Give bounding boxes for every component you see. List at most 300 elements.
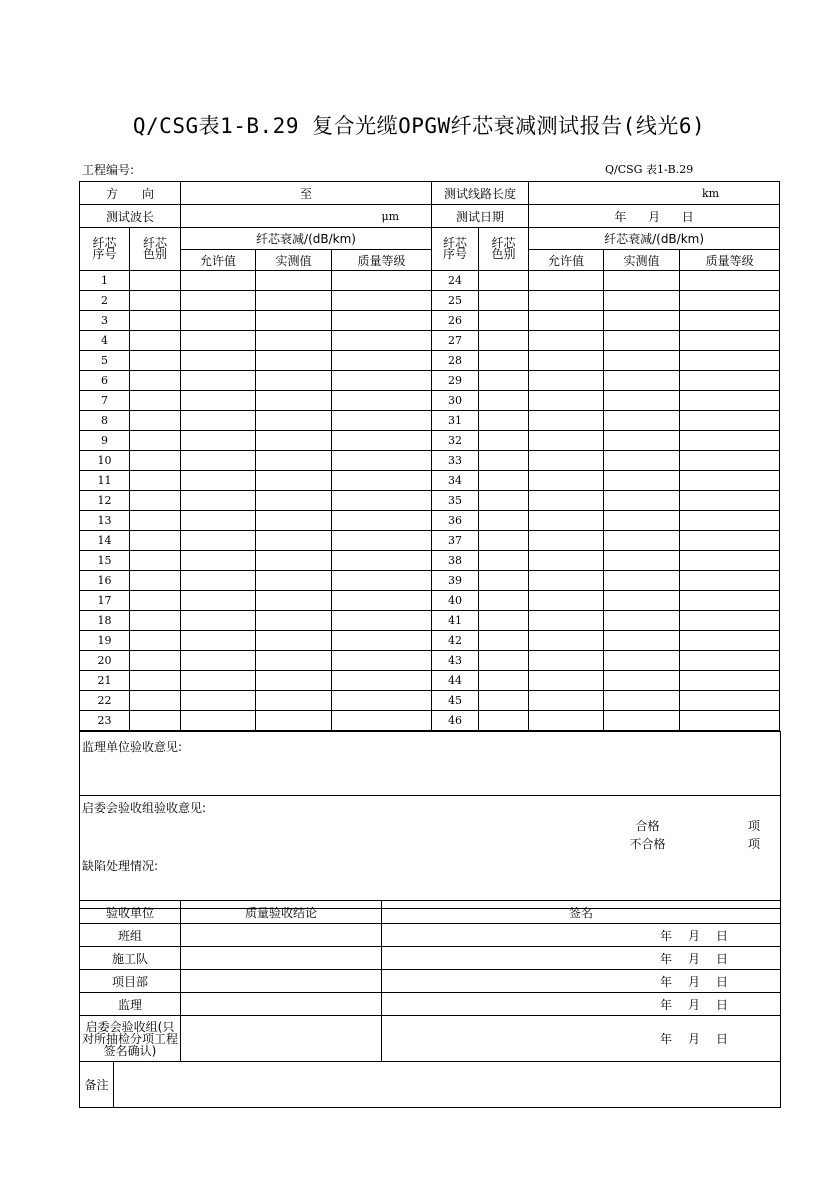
signoff-conclusion[interactable]: [181, 993, 382, 1016]
allowed-cell-right[interactable]: [529, 311, 604, 331]
quality-grade-cell[interactable]: [332, 671, 432, 691]
fiber-no-cell: 8: [80, 411, 130, 431]
col-fiber-no-right: 纤芯序号: [432, 228, 479, 271]
col-signature: 签名: [382, 901, 781, 924]
quality-grade-cell-right[interactable]: [680, 591, 780, 611]
measured-cell[interactable]: [256, 291, 332, 311]
measured-cell-right[interactable]: [604, 451, 680, 471]
allowed-cell-right[interactable]: [529, 331, 604, 351]
quality-grade-cell[interactable]: [332, 431, 432, 451]
measured-cell[interactable]: [256, 631, 332, 651]
quality-grade-cell-right[interactable]: [680, 431, 780, 451]
fiber-color-cell-right[interactable]: [479, 411, 529, 431]
direction-label: 方 向: [80, 182, 181, 205]
allowed-cell-right[interactable]: [529, 371, 604, 391]
signoff-signature[interactable]: [382, 947, 781, 970]
fiber-no-cell: 11: [80, 471, 130, 491]
signoff-signature[interactable]: [382, 993, 781, 1016]
measured-cell-right[interactable]: [604, 551, 680, 571]
allowed-cell-right[interactable]: [529, 551, 604, 571]
quality-grade-cell[interactable]: [332, 391, 432, 411]
allowed-cell[interactable]: [181, 551, 256, 571]
measured-cell-right[interactable]: [604, 471, 680, 491]
measured-cell[interactable]: [256, 511, 332, 531]
sign-date-month: 月: [687, 1032, 700, 1046]
allowed-cell[interactable]: [181, 431, 256, 451]
table-row: [80, 551, 780, 571]
allowed-cell[interactable]: [181, 491, 256, 511]
quality-grade-cell-right[interactable]: [680, 691, 780, 711]
measured-cell[interactable]: [256, 671, 332, 691]
signoff-table: [79, 900, 781, 1108]
measured-cell[interactable]: [256, 651, 332, 671]
fiber-color-cell[interactable]: [130, 351, 181, 371]
committee-opinion-cell[interactable]: [80, 796, 781, 909]
supervisor-opinion-cell[interactable]: [80, 732, 781, 796]
signoff-signature[interactable]: [382, 924, 781, 947]
form-code: Q/CSG 表1-B.29: [605, 163, 694, 176]
direction-value[interactable]: 至: [181, 182, 432, 205]
measured-cell[interactable]: [256, 331, 332, 351]
quality-grade-cell[interactable]: [332, 271, 432, 291]
remarks-row[interactable]: [80, 1062, 781, 1108]
table-row: [80, 271, 780, 291]
fiber-no-cell-right: 34: [432, 471, 479, 491]
quality-grade-cell-right[interactable]: [680, 351, 780, 371]
fiber-no-cell-right: 46: [432, 711, 479, 731]
allowed-cell[interactable]: [181, 351, 256, 371]
fiber-no-cell-right: 40: [432, 591, 479, 611]
allowed-cell-right[interactable]: [529, 591, 604, 611]
quality-grade-cell[interactable]: [332, 311, 432, 331]
quality-grade-cell[interactable]: [332, 651, 432, 671]
allowed-cell[interactable]: [181, 271, 256, 291]
fiber-color-cell[interactable]: [130, 391, 181, 411]
fiber-color-cell-right[interactable]: [479, 311, 529, 331]
allowed-cell-right[interactable]: [529, 351, 604, 371]
allowed-cell-right[interactable]: [529, 571, 604, 591]
signoff-conclusion[interactable]: [181, 924, 382, 947]
quality-grade-cell-right[interactable]: [680, 371, 780, 391]
test-date-label: 测试日期: [432, 205, 529, 228]
fiber-color-cell[interactable]: [130, 491, 181, 511]
quality-grade-cell-right[interactable]: [680, 631, 780, 651]
col-fiber-no: 纤芯序号: [80, 228, 130, 271]
measured-cell[interactable]: [256, 471, 332, 491]
committee-opinion-label: 启委会验收组验收意见:: [82, 801, 207, 815]
quality-grade-cell[interactable]: [332, 511, 432, 531]
signoff-row: [80, 993, 781, 1016]
quality-grade-cell-right[interactable]: [680, 531, 780, 551]
fiber-color-cell[interactable]: [130, 271, 181, 291]
measured-cell[interactable]: [256, 571, 332, 591]
measured-cell[interactable]: [256, 611, 332, 631]
signoff-unit: 施工队: [80, 947, 181, 970]
fiber-color-cell[interactable]: [130, 651, 181, 671]
allowed-cell[interactable]: [181, 511, 256, 531]
fiber-no-cell-right: 30: [432, 391, 479, 411]
col-attenuation-right: 纤芯衰减/(dB/km): [529, 228, 780, 250]
signoff-row: [80, 970, 781, 993]
fiber-color-cell[interactable]: [130, 591, 181, 611]
fiber-no-cell: 1: [80, 271, 130, 291]
signoff-row: [80, 1016, 781, 1062]
fiber-no-cell: 15: [80, 551, 130, 571]
signoff-unit: 启委会验收组(只对所抽检分项工程签名确认): [80, 1016, 181, 1062]
allowed-cell-right[interactable]: [529, 271, 604, 291]
fiber-color-cell[interactable]: [130, 331, 181, 351]
measured-cell[interactable]: [256, 271, 332, 291]
fiber-no-cell: 12: [80, 491, 130, 511]
measured-cell-right[interactable]: [604, 491, 680, 511]
table-row: [80, 451, 780, 471]
allowed-cell-right[interactable]: [529, 431, 604, 451]
measured-cell-right[interactable]: [604, 531, 680, 551]
km-unit: km: [701, 187, 720, 200]
table-row: [80, 391, 780, 411]
fiber-no-cell-right: 42: [432, 631, 479, 651]
project-number-label: 工程编号:: [82, 163, 135, 177]
quality-grade-cell[interactable]: [332, 371, 432, 391]
fiber-color-cell[interactable]: [130, 431, 181, 451]
line-length-value[interactable]: [529, 182, 780, 205]
fiber-no-cell: 10: [80, 451, 130, 471]
fiber-no-cell-right: 39: [432, 571, 479, 591]
fiber-color-cell[interactable]: [130, 611, 181, 631]
quality-grade-cell[interactable]: [332, 711, 432, 731]
fiber-color-cell-right[interactable]: [479, 271, 529, 291]
fiber-no-cell-right: 37: [432, 531, 479, 551]
sign-date-day: 日: [715, 928, 728, 943]
quality-grade-cell-right[interactable]: [680, 271, 780, 291]
measured-cell[interactable]: [256, 711, 332, 731]
quality-grade-cell-right[interactable]: [680, 391, 780, 411]
table-row: [80, 711, 780, 731]
fiber-color-cell[interactable]: [130, 511, 181, 531]
fiber-color-cell-right[interactable]: [479, 531, 529, 551]
measured-cell-right[interactable]: [604, 631, 680, 651]
fiber-no-cell-right: 35: [432, 491, 479, 511]
quality-grade-cell[interactable]: [332, 351, 432, 371]
fiber-color-cell[interactable]: [130, 411, 181, 431]
fiber-no-cell-right: 27: [432, 331, 479, 351]
sign-date-month: 月: [687, 928, 700, 943]
signoff-signature[interactable]: [382, 1016, 781, 1062]
attenuation-table: [79, 181, 780, 731]
allowed-cell[interactable]: [181, 471, 256, 491]
fiber-color-cell-right[interactable]: [479, 711, 529, 731]
allowed-cell[interactable]: [181, 691, 256, 711]
fiber-no-cell-right: 24: [432, 271, 479, 291]
allowed-cell-right[interactable]: [529, 651, 604, 671]
fiber-color-cell[interactable]: [130, 631, 181, 651]
quality-grade-cell-right[interactable]: [680, 711, 780, 731]
fiber-color-cell-right[interactable]: [479, 651, 529, 671]
fiber-color-cell[interactable]: [130, 571, 181, 591]
fiber-color-cell[interactable]: [130, 291, 181, 311]
allowed-cell[interactable]: [181, 671, 256, 691]
fiber-color-cell-right[interactable]: [479, 571, 529, 591]
fiber-color-cell[interactable]: [130, 551, 181, 571]
measured-cell-right[interactable]: [604, 611, 680, 631]
quality-grade-cell[interactable]: [332, 331, 432, 351]
sign-date-year: 年: [659, 928, 672, 943]
sign-date-day: 日: [715, 951, 728, 966]
measured-cell[interactable]: [256, 411, 332, 431]
signoff-conclusion[interactable]: [181, 970, 382, 993]
measured-cell-right[interactable]: [604, 651, 680, 671]
table-row: [80, 311, 780, 331]
fiber-color-cell[interactable]: [130, 311, 181, 331]
fiber-color-cell[interactable]: [130, 471, 181, 491]
allowed-cell[interactable]: [181, 631, 256, 651]
table-row: [80, 651, 780, 671]
table-row: [80, 291, 780, 311]
table-row: [80, 431, 780, 451]
fiber-color-cell[interactable]: [130, 451, 181, 471]
measured-cell[interactable]: [256, 451, 332, 471]
sign-date-year: 年: [659, 951, 672, 966]
fiber-no-cell-right: 29: [432, 371, 479, 391]
allowed-cell[interactable]: [181, 711, 256, 731]
measured-cell-right[interactable]: [604, 711, 680, 731]
supervisor-opinion-label: 监理单位验收意见:: [82, 740, 183, 754]
quality-grade-cell[interactable]: [332, 451, 432, 471]
quality-grade-cell[interactable]: [332, 291, 432, 311]
remarks-input[interactable]: [114, 1062, 780, 1107]
quality-grade-cell-right[interactable]: [680, 651, 780, 671]
fiber-no-cell-right: 25: [432, 291, 479, 311]
fiber-color-cell-right[interactable]: [479, 671, 529, 691]
table-row: [80, 511, 780, 531]
fiber-no-cell-right: 41: [432, 611, 479, 631]
table-row: [80, 531, 780, 551]
col-allowed-right: 允许值: [529, 250, 604, 271]
wavelength-value[interactable]: [181, 205, 432, 228]
col-conclusion: 质量验收结论: [181, 901, 382, 924]
fail-unit: 项: [748, 837, 761, 851]
sign-date-day: 日: [715, 1032, 728, 1046]
signoff-signature[interactable]: [382, 970, 781, 993]
signoff-unit: 项目部: [80, 970, 181, 993]
allowed-cell-right[interactable]: [529, 611, 604, 631]
fiber-no-cell: 3: [80, 311, 130, 331]
fiber-color-cell-right[interactable]: [479, 591, 529, 611]
fiber-no-cell-right: 36: [432, 511, 479, 531]
fiber-no-cell-right: 31: [432, 411, 479, 431]
allowed-cell[interactable]: [181, 611, 256, 631]
fiber-color-cell-right[interactable]: [479, 691, 529, 711]
table-row: [80, 411, 780, 431]
measured-cell-right[interactable]: [604, 671, 680, 691]
signoff-conclusion[interactable]: [181, 1016, 382, 1062]
allowed-cell-right[interactable]: [529, 631, 604, 651]
allowed-cell-right[interactable]: [529, 291, 604, 311]
table-row: [80, 571, 780, 591]
allowed-cell[interactable]: [181, 291, 256, 311]
measured-cell-right[interactable]: [604, 431, 680, 451]
quality-grade-cell[interactable]: [332, 631, 432, 651]
quality-grade-cell[interactable]: [332, 611, 432, 631]
sign-date-year: 年: [659, 997, 672, 1012]
quality-grade-cell[interactable]: [332, 471, 432, 491]
fiber-color-cell-right[interactable]: [479, 631, 529, 651]
fiber-no-cell: 9: [80, 431, 130, 451]
measured-cell-right[interactable]: [604, 391, 680, 411]
table-row: [80, 351, 780, 371]
measured-cell-right[interactable]: [604, 331, 680, 351]
fiber-color-cell-right[interactable]: [479, 331, 529, 351]
allowed-cell[interactable]: [181, 331, 256, 351]
test-date-value[interactable]: [529, 205, 780, 228]
allowed-cell[interactable]: [181, 311, 256, 331]
signoff-conclusion[interactable]: [181, 947, 382, 970]
fiber-color-cell[interactable]: [130, 671, 181, 691]
quality-grade-cell[interactable]: [332, 591, 432, 611]
allowed-cell-right[interactable]: [529, 411, 604, 431]
fail-label: 不合格: [629, 837, 666, 851]
fiber-color-cell[interactable]: [130, 711, 181, 731]
fiber-no-cell-right: 44: [432, 671, 479, 691]
signoff-row: [80, 947, 781, 970]
quality-grade-cell-right[interactable]: [680, 611, 780, 631]
measured-cell-right[interactable]: [604, 271, 680, 291]
quality-grade-cell-right[interactable]: [680, 471, 780, 491]
defect-label: 缺陷处理情况:: [82, 859, 159, 873]
measured-cell-right[interactable]: [604, 591, 680, 611]
quality-grade-cell-right[interactable]: [680, 571, 780, 591]
table-row: [80, 591, 780, 611]
fiber-no-cell: 22: [80, 691, 130, 711]
allowed-cell[interactable]: [181, 591, 256, 611]
fiber-color-cell-right[interactable]: [479, 431, 529, 451]
measured-cell-right[interactable]: [604, 571, 680, 591]
fiber-color-cell[interactable]: [130, 371, 181, 391]
allowed-cell-right[interactable]: [529, 511, 604, 531]
quality-grade-cell-right[interactable]: [680, 551, 780, 571]
fiber-no-cell: 21: [80, 671, 130, 691]
quality-grade-cell[interactable]: [332, 411, 432, 431]
measured-cell-right[interactable]: [604, 351, 680, 371]
allowed-cell[interactable]: [181, 371, 256, 391]
quality-grade-cell[interactable]: [332, 551, 432, 571]
col-unit: 验收单位: [80, 901, 181, 924]
table-row: [80, 671, 780, 691]
allowed-cell[interactable]: [181, 451, 256, 471]
quality-grade-cell[interactable]: [332, 531, 432, 551]
allowed-cell[interactable]: [181, 531, 256, 551]
fiber-color-cell-right[interactable]: [479, 451, 529, 471]
signoff-unit: 监理: [80, 993, 181, 1016]
measured-cell-right[interactable]: [604, 311, 680, 331]
fiber-color-cell-right[interactable]: [479, 351, 529, 371]
fiber-no-cell-right: 33: [432, 451, 479, 471]
quality-grade-cell-right[interactable]: [680, 311, 780, 331]
sign-date-year: 年: [659, 1032, 672, 1046]
measured-cell-right[interactable]: [604, 291, 680, 311]
measured-cell[interactable]: [256, 431, 332, 451]
allowed-cell-right[interactable]: [529, 711, 604, 731]
quality-grade-cell-right[interactable]: [680, 291, 780, 311]
quality-grade-cell-right[interactable]: [680, 451, 780, 471]
measured-cell[interactable]: [256, 491, 332, 511]
measured-cell-right[interactable]: [604, 371, 680, 391]
allowed-cell-right[interactable]: [529, 671, 604, 691]
fiber-color-cell[interactable]: [130, 691, 181, 711]
allowed-cell-right[interactable]: [529, 691, 604, 711]
col-attenuation-left: 纤芯衰减/(dB/km): [181, 228, 432, 250]
measured-cell[interactable]: [256, 371, 332, 391]
fiber-color-cell[interactable]: [130, 531, 181, 551]
measured-cell[interactable]: [256, 311, 332, 331]
fiber-color-cell-right[interactable]: [479, 291, 529, 311]
allowed-cell[interactable]: [181, 391, 256, 411]
allowed-cell-right[interactable]: [529, 471, 604, 491]
quality-grade-cell-right[interactable]: [680, 511, 780, 531]
date-day: 日: [681, 209, 694, 224]
fiber-no-cell: 18: [80, 611, 130, 631]
fiber-color-cell-right[interactable]: [479, 511, 529, 531]
measured-cell-right[interactable]: [604, 411, 680, 431]
quality-grade-cell[interactable]: [332, 491, 432, 511]
fiber-no-cell: 16: [80, 571, 130, 591]
fiber-no-cell-right: 32: [432, 431, 479, 451]
sign-date-month: 月: [687, 951, 700, 966]
fiber-no-cell: 14: [80, 531, 130, 551]
quality-grade-cell-right[interactable]: [680, 671, 780, 691]
fiber-no-cell: 20: [80, 651, 130, 671]
allowed-cell-right[interactable]: [529, 531, 604, 551]
measured-cell-right[interactable]: [604, 511, 680, 531]
measured-cell[interactable]: [256, 531, 332, 551]
allowed-cell[interactable]: [181, 651, 256, 671]
quality-grade-cell-right[interactable]: [680, 491, 780, 511]
sign-date-month: 月: [687, 997, 700, 1012]
fiber-color-cell-right[interactable]: [479, 491, 529, 511]
quality-grade-cell[interactable]: [332, 691, 432, 711]
wavelength-label: 测试波长: [80, 205, 181, 228]
measured-cell[interactable]: [256, 351, 332, 371]
fiber-no-cell-right: 26: [432, 311, 479, 331]
allowed-cell-right[interactable]: [529, 391, 604, 411]
quality-grade-cell-right[interactable]: [680, 411, 780, 431]
allowed-cell-right[interactable]: [529, 451, 604, 471]
measured-cell[interactable]: [256, 551, 332, 571]
quality-grade-cell[interactable]: [332, 571, 432, 591]
allowed-cell[interactable]: [181, 411, 256, 431]
allowed-cell-right[interactable]: [529, 491, 604, 511]
fiber-color-cell-right[interactable]: [479, 611, 529, 631]
sign-date-month: 月: [687, 974, 700, 989]
measured-cell[interactable]: [256, 691, 332, 711]
allowed-cell[interactable]: [181, 571, 256, 591]
fiber-color-cell-right[interactable]: [479, 391, 529, 411]
fiber-no-cell-right: 38: [432, 551, 479, 571]
signoff-row: [80, 924, 781, 947]
measured-cell[interactable]: [256, 591, 332, 611]
table-row: [80, 691, 780, 711]
fiber-color-cell-right[interactable]: [479, 471, 529, 491]
col-allowed: 允许值: [181, 250, 256, 271]
fiber-color-cell-right[interactable]: [479, 551, 529, 571]
fiber-no-cell-right: 28: [432, 351, 479, 371]
quality-grade-cell-right[interactable]: [680, 331, 780, 351]
date-month: 月: [648, 209, 661, 224]
measured-cell[interactable]: [256, 391, 332, 411]
measured-cell-right[interactable]: [604, 691, 680, 711]
col-measured-right: 实测值: [604, 250, 680, 271]
fiber-color-cell-right[interactable]: [479, 371, 529, 391]
